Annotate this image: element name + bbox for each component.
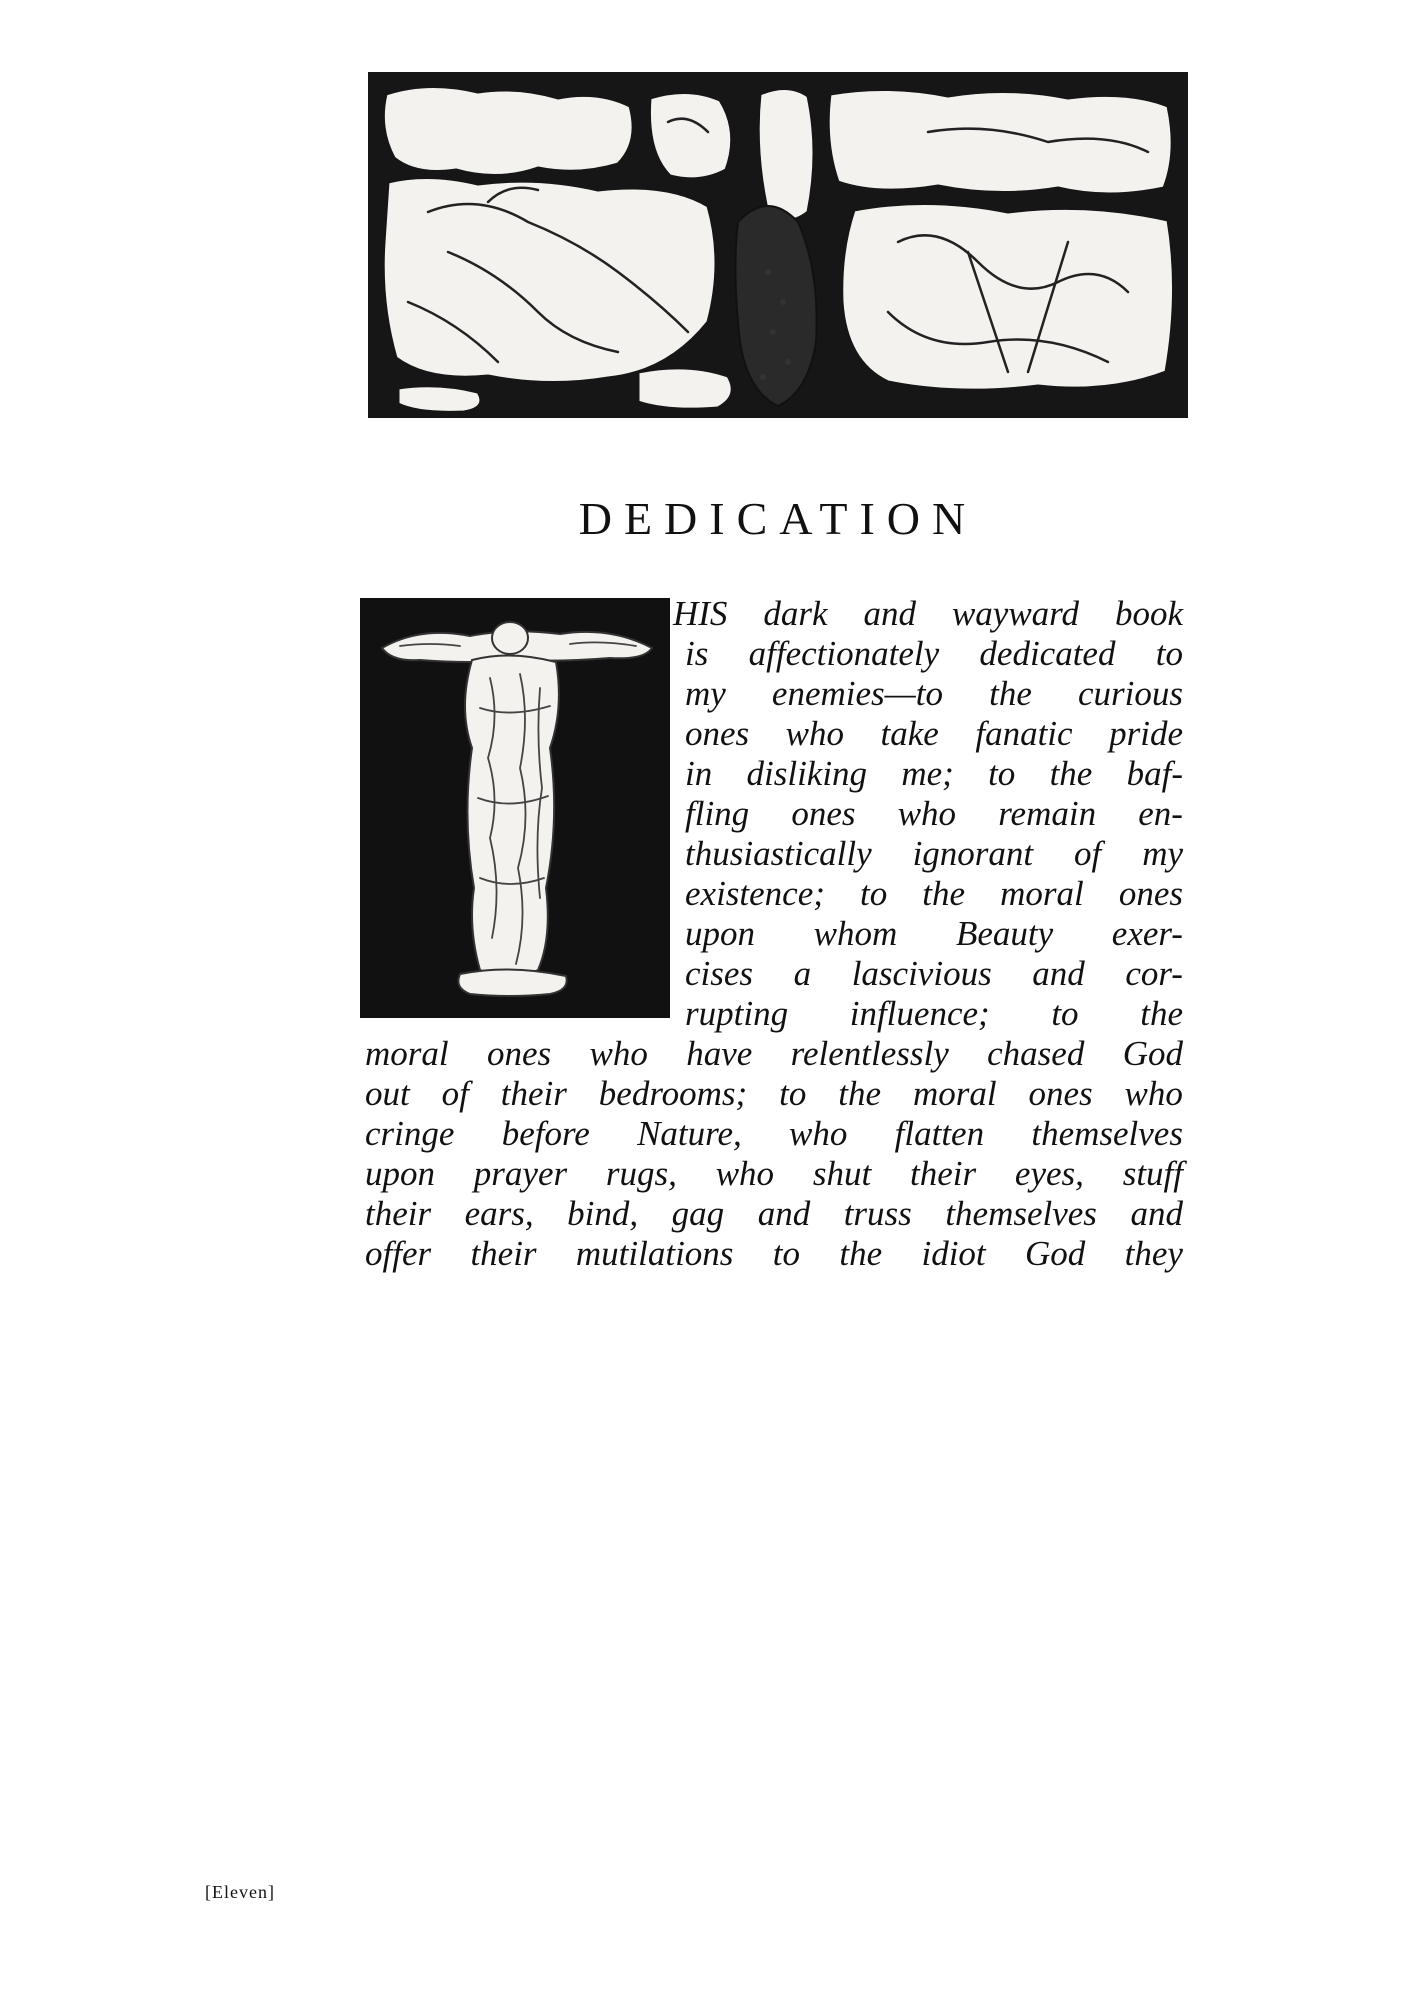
dedication-line: my enemies—to the curious: [685, 674, 1183, 713]
dedication-line: cringe before Nature, who flatten themselves: [365, 1114, 1183, 1153]
dedication-line: upon prayer rugs, who shut their eyes, stuff: [365, 1154, 1183, 1193]
page-number: [Eleven]: [205, 1882, 275, 1902]
dedication-line: rupting influence; to the: [685, 994, 1183, 1033]
dedication-line: existence; to the moral ones: [685, 874, 1183, 913]
dedication-line: upon whom Beauty exer-: [685, 914, 1183, 953]
page-title: DEDICATION: [578, 493, 978, 544]
dedication-line: fling ones who remain en-: [685, 794, 1183, 833]
dedication-line: cises a lascivious and cor-: [685, 954, 1183, 993]
dedication-line: thusiastically ignorant of my: [685, 834, 1183, 873]
dedication-line: their ears, bind, gag and truss themselves and: [365, 1194, 1183, 1233]
dedication-line: is affectionately dedicated to: [685, 634, 1183, 673]
dedication-line: in disliking me; to the baf-: [685, 754, 1183, 793]
dedication-line: HIS dark and wayward book: [673, 594, 1183, 633]
dedication-line: ones who take fanatic pride: [685, 714, 1183, 753]
dedication-line: offer their mutilations to the idiot God they: [365, 1234, 1183, 1273]
dedication-line: out of their bedrooms; to the moral ones who: [365, 1074, 1183, 1113]
dedication-line: moral ones who have relentlessly chased God: [365, 1034, 1183, 1073]
